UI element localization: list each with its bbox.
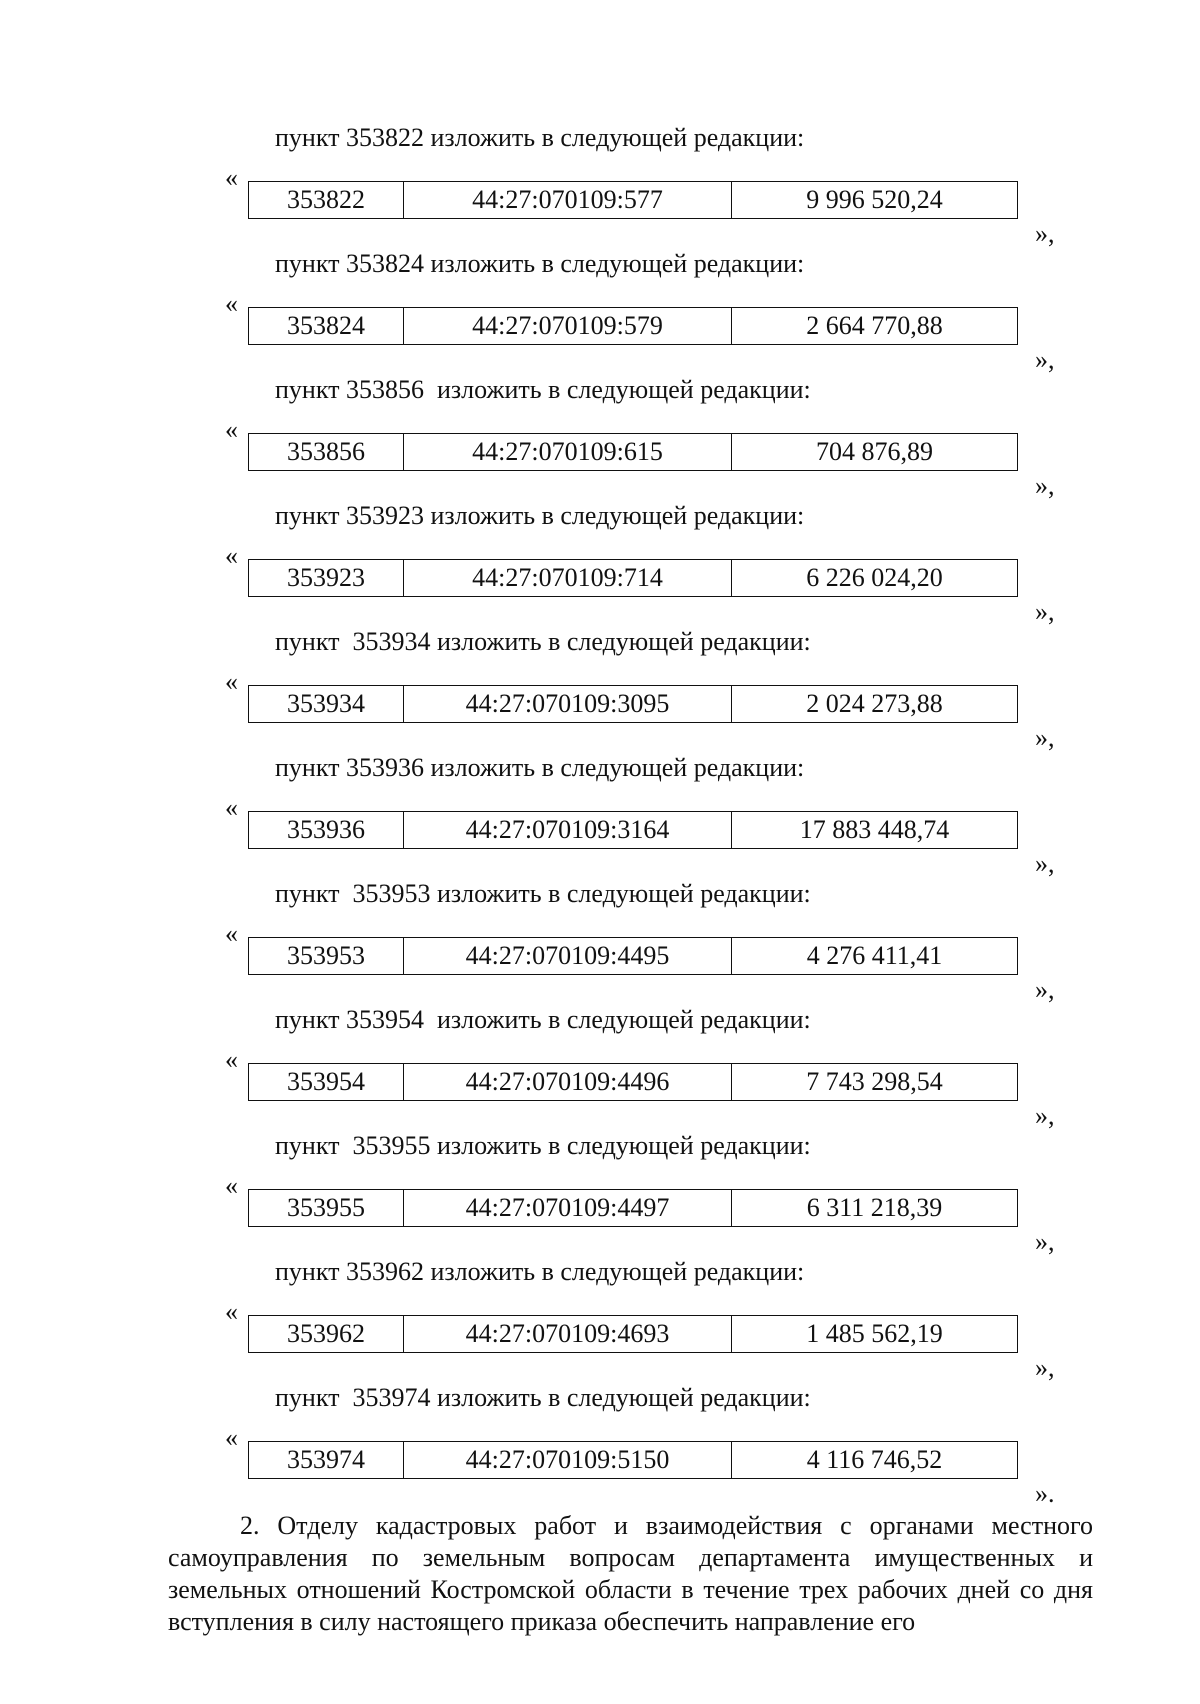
- cadastral-value-cell: 704 876,89: [816, 437, 933, 466]
- entry-heading: пункт 353822 изложить в следующей редакции:: [275, 123, 805, 152]
- amendment-entry: [0, 123, 1200, 249]
- entry-heading: пункт 353974 изложить в следующей редакции:: [275, 1383, 811, 1412]
- entry-table-row: [248, 1441, 1018, 1479]
- item-number-cell: 353953: [249, 938, 404, 974]
- cadastral-number-cell: 44:27:070109:4693: [404, 1316, 732, 1352]
- entry-heading: пункт 353962 изложить в следующей редакции:: [275, 1257, 805, 1286]
- open-quote: «: [225, 919, 238, 948]
- cadastral-number-cell: 44:27:070109:714: [404, 560, 732, 596]
- close-quote: »,: [1035, 1227, 1055, 1256]
- open-quote: «: [225, 415, 238, 444]
- entry-table-row: [248, 559, 1018, 597]
- open-quote: «: [225, 289, 238, 318]
- close-quote: »,: [1035, 471, 1055, 500]
- entry-table-row: [248, 811, 1018, 849]
- item-number-cell: 353824: [249, 308, 404, 344]
- close-quote: »,: [1035, 219, 1055, 248]
- amendment-entry: [0, 249, 1200, 375]
- open-quote: «: [225, 163, 238, 192]
- entry-table-row: [248, 685, 1018, 723]
- entry-heading: пункт 353934 изложить в следующей редакции:: [275, 627, 811, 656]
- open-quote: «: [225, 793, 238, 822]
- entry-heading: пункт 353824 изложить в следующей редакции:: [275, 249, 805, 278]
- entry-table-row: [248, 307, 1018, 345]
- entry-table-row: [248, 937, 1018, 975]
- entry-heading: пункт 353953 изложить в следующей редакции:: [275, 879, 811, 908]
- entry-table-row: [248, 433, 1018, 471]
- cadastral-value-cell: 6 311 218,39: [806, 1193, 943, 1222]
- cadastral-value-cell: 9 996 520,24: [806, 185, 943, 214]
- open-quote: «: [225, 1297, 238, 1326]
- close-quote: »,: [1035, 723, 1055, 752]
- cadastral-number-cell: 44:27:070109:4495: [404, 938, 732, 974]
- item-number-cell: 353923: [249, 560, 404, 596]
- amendment-entry: [0, 1005, 1200, 1131]
- cadastral-number-cell: 44:27:070109:4496: [404, 1064, 732, 1100]
- entry-heading: пункт 353856 изложить в следующей редакции:: [275, 375, 811, 404]
- item-number-cell: 353955: [249, 1190, 404, 1226]
- item-number-cell: 353822: [249, 182, 404, 218]
- open-quote: «: [225, 667, 238, 696]
- cadastral-number-cell: 44:27:070109:577: [404, 182, 732, 218]
- cadastral-value-cell: 2 664 770,88: [806, 311, 943, 340]
- amendment-entry: [0, 879, 1200, 1005]
- amendment-entry: [0, 1257, 1200, 1383]
- entry-heading: пункт 353955 изложить в следующей редакции:: [275, 1131, 811, 1160]
- entry-heading: пункт 353936 изложить в следующей редакции:: [275, 753, 805, 782]
- item-number-cell: 353974: [249, 1442, 404, 1478]
- close-quote: »,: [1035, 975, 1055, 1004]
- amendment-entry: [0, 375, 1200, 501]
- cadastral-value-cell: 1 485 562,19: [806, 1319, 943, 1348]
- close-quote: »,: [1035, 1353, 1055, 1382]
- amendment-entry: [0, 753, 1200, 879]
- cadastral-number-cell: 44:27:070109:3095: [404, 686, 732, 722]
- item-number-cell: 353856: [249, 434, 404, 470]
- item-number-cell: 353936: [249, 812, 404, 848]
- cadastral-value-cell: 4 276 411,41: [806, 941, 943, 970]
- cadastral-value-cell: 4 116 746,52: [806, 1445, 943, 1474]
- entry-heading: пункт 353923 изложить в следующей редакции:: [275, 501, 805, 530]
- entry-heading: пункт 353954 изложить в следующей редакции:: [275, 1005, 811, 1034]
- close-quote: »,: [1035, 345, 1055, 374]
- amendment-entry: [0, 1131, 1200, 1257]
- close-quote: ».: [1035, 1479, 1055, 1508]
- open-quote: «: [225, 1423, 238, 1452]
- close-quote: »,: [1035, 1101, 1055, 1130]
- cadastral-number-cell: 44:27:070109:3164: [404, 812, 732, 848]
- open-quote: «: [225, 1045, 238, 1074]
- amendment-entry: [0, 501, 1200, 627]
- item-number-cell: 353954: [249, 1064, 404, 1100]
- entry-table-row: [248, 1063, 1018, 1101]
- open-quote: «: [225, 541, 238, 570]
- paragraph-2: 2. Отделу кадастровых работ и взаимодействия с органами местного самоуправления по земельным вопросам департамента имущественных и земельных отношений Костромской области в течение трех рабочих дней со дня вступления в силу настоящего приказа обеспечить направление его: [168, 1511, 1093, 1636]
- item-number-cell: 353934: [249, 686, 404, 722]
- close-quote: »,: [1035, 849, 1055, 878]
- entry-table-row: [248, 181, 1018, 219]
- item-number-cell: 353962: [249, 1316, 404, 1352]
- amendment-entry: [0, 1383, 1200, 1509]
- open-quote: «: [225, 1171, 238, 1200]
- amendment-entry: [0, 627, 1200, 753]
- cadastral-value-cell: 17 883 448,74: [799, 815, 950, 844]
- cadastral-number-cell: 44:27:070109:4497: [404, 1190, 732, 1226]
- cadastral-number-cell: 44:27:070109:5150: [404, 1442, 732, 1478]
- cadastral-value-cell: 2 024 273,88: [806, 689, 943, 718]
- close-quote: »,: [1035, 597, 1055, 626]
- entry-table-row: [248, 1189, 1018, 1227]
- cadastral-number-cell: 44:27:070109:615: [404, 434, 732, 470]
- cadastral-value-cell: 6 226 024,20: [806, 563, 943, 592]
- cadastral-number-cell: 44:27:070109:579: [404, 308, 732, 344]
- cadastral-value-cell: 7 743 298,54: [806, 1067, 943, 1096]
- entry-table-row: [248, 1315, 1018, 1353]
